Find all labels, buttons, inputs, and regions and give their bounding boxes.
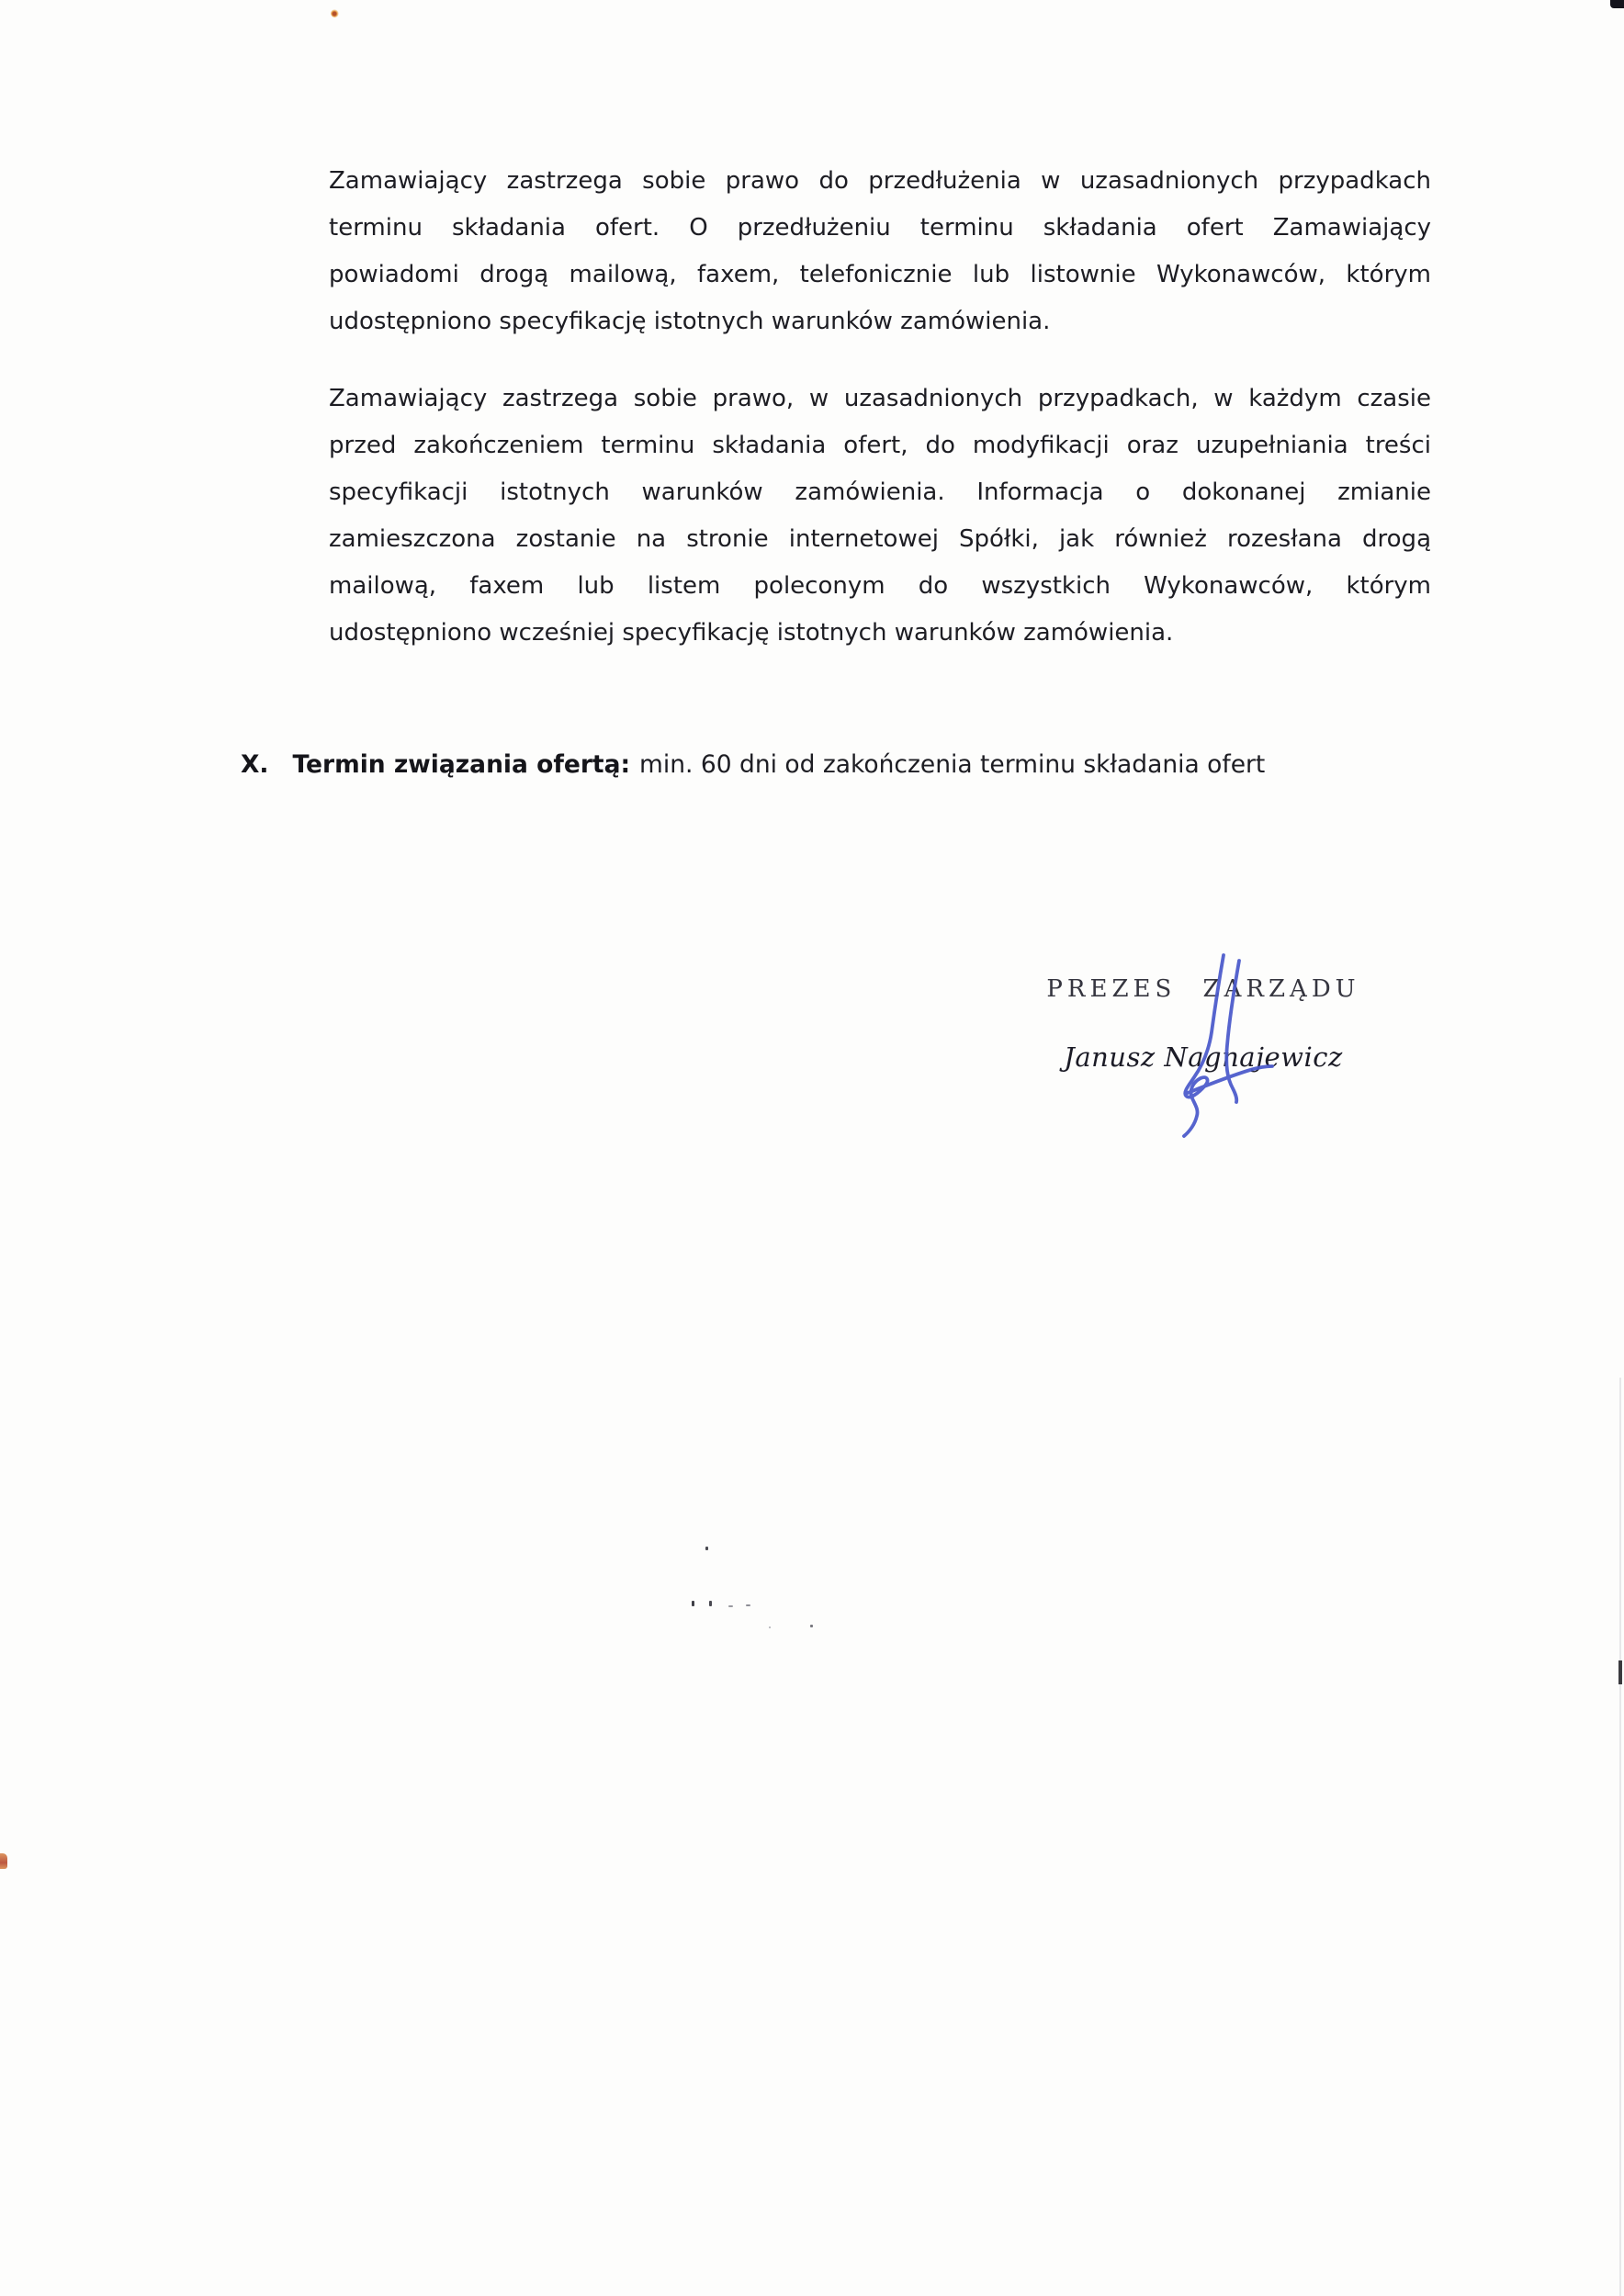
scan-dust-speck: [705, 1547, 708, 1550]
scan-dust-speck: [692, 1601, 694, 1606]
paragraph-2-line-5: mailową, faxem lub listem poleconym do wszystkich Wykonawców, którym: [329, 572, 1431, 600]
handwritten-signature-icon: [1151, 948, 1307, 1145]
paragraph-1-line-2: terminu składania ofert. O przedłużeniu terminu składania ofert Zamawiający: [329, 214, 1431, 242]
paragraph-2-line-2: przed zakończeniem terminu składania ofert, do modyfikacji oraz uzupełniania treści: [329, 432, 1431, 459]
paragraph-2-line-1: Zamawiający zastrzega sobie prawo, w uzasadnionych przypadkach, w każdym czasie: [329, 385, 1431, 412]
section-title: Termin związania ofertą:: [292, 750, 631, 779]
section-text: min. 60 dni od zakończenia terminu składania ofert: [639, 750, 1266, 779]
scan-corner-mark: [1610, 0, 1624, 8]
scan-dust-speck: [728, 1605, 733, 1607]
signer-name: Janusz Nagnajewicz: [1064, 1041, 1343, 1073]
paragraph-2-line-4: zamieszczona zostanie na stronie internetowej Spółki, jak również rozesłana drogą: [329, 525, 1431, 553]
paragraph-2: [329, 376, 1431, 657]
paragraph-1-line-3: powiadomi drogą mailową, faxem, telefonicznie lub listownie Wykonawców, którym: [329, 261, 1431, 288]
scan-dust-speck: [769, 1626, 771, 1628]
scan-dust-speck: [810, 1625, 813, 1627]
signer-role: PREZES ZARZĄDU: [1046, 975, 1360, 1003]
section-heading: [241, 741, 1481, 788]
scan-edge-mark-left: [0, 1853, 7, 1869]
paragraph-1-line-1: Zamawiający zastrzega sobie prawo do przedłużenia w uzasadnionych przypadkach: [329, 167, 1431, 195]
section-number: X.: [241, 750, 269, 779]
paragraph-1-line-4: udostępniono specyfikację istotnych warunków zamówienia.: [329, 308, 1051, 335]
scan-dust-speck: [709, 1601, 712, 1606]
scan-edge-dash-right: [1618, 1660, 1622, 1684]
paragraph-2-line-3: specyfikacji istotnych warunków zamówienia. Informacja o dokonanej zmianie: [329, 478, 1431, 506]
scan-speck-orange: [331, 9, 339, 17]
paragraph-1: [329, 158, 1431, 345]
scan-dust-speck: [746, 1604, 750, 1606]
scan-edge-shadow-right: [1619, 1378, 1621, 2296]
paragraph-2-line-6: udostępniono wcześniej specyfikację istotnych warunków zamówienia.: [329, 619, 1174, 647]
